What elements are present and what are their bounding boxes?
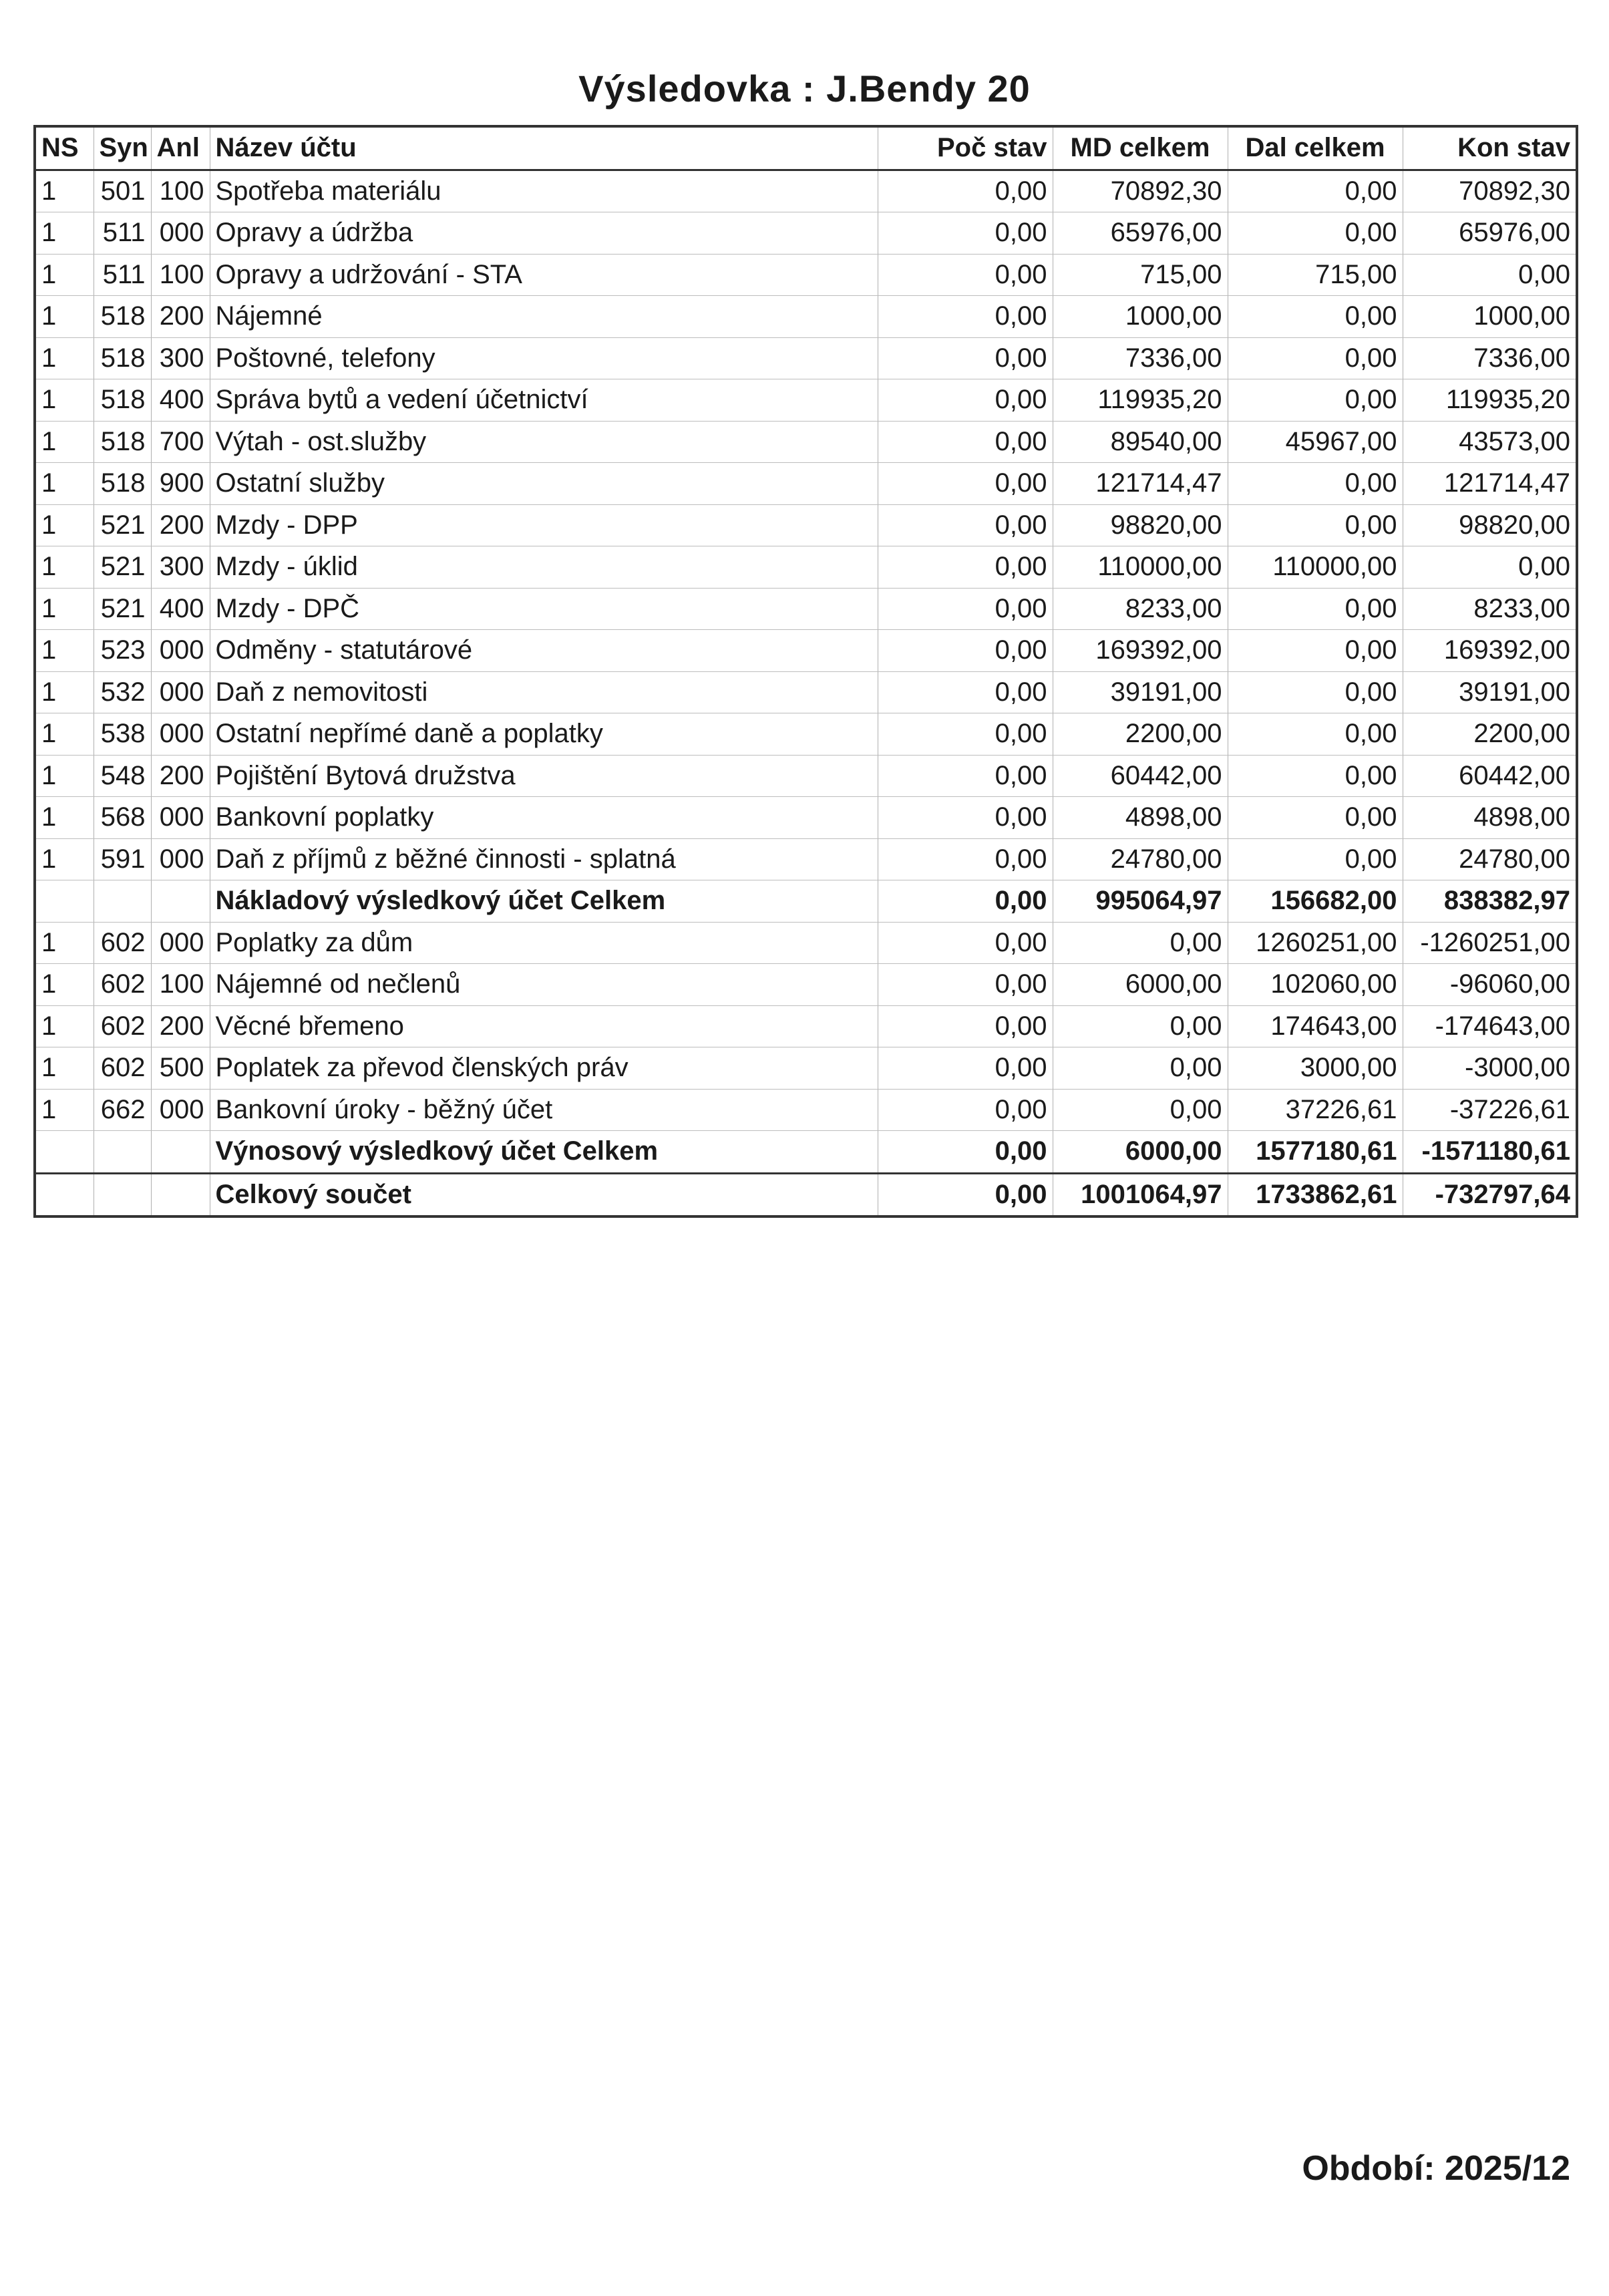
cell-poc: 0,00 — [878, 922, 1053, 964]
cell-kon: 0,00 — [1403, 546, 1577, 589]
table-row — [35, 379, 1577, 422]
cell-md: 98820,00 — [1053, 504, 1228, 546]
cell-md: 6000,00 — [1053, 1131, 1228, 1174]
cell-name: Výtah - ost.služby — [210, 421, 878, 463]
cell-kon: 838382,97 — [1403, 880, 1577, 923]
cell-poc: 0,00 — [878, 671, 1053, 713]
cell-poc: 0,00 — [878, 838, 1053, 880]
cell-dal: 1577180,61 — [1228, 1131, 1403, 1174]
cell-ns: 1 — [35, 504, 94, 546]
cell-dal: 0,00 — [1228, 379, 1403, 422]
cell-anl: 000 — [151, 630, 210, 672]
cell-kon: 169392,00 — [1403, 630, 1577, 672]
cell-anl: 200 — [151, 296, 210, 338]
cell-syn: 518 — [94, 379, 151, 422]
cell-md: 7336,00 — [1053, 337, 1228, 379]
cell-md: 110000,00 — [1053, 546, 1228, 589]
table-row — [35, 254, 1577, 296]
cell-kon: 2200,00 — [1403, 713, 1577, 756]
cell-dal: 0,00 — [1228, 337, 1403, 379]
cell-poc: 0,00 — [878, 546, 1053, 589]
cell-syn: 521 — [94, 504, 151, 546]
cell-name: Spotřeba materiálu — [210, 170, 878, 212]
cell-md: 65976,00 — [1053, 212, 1228, 255]
cell-dal: 0,00 — [1228, 588, 1403, 630]
table-row — [35, 755, 1577, 797]
cell-ns: 1 — [35, 1047, 94, 1090]
cell-md: 169392,00 — [1053, 630, 1228, 672]
col-header-anl: Anl — [151, 126, 210, 170]
cell-kon: 60442,00 — [1403, 755, 1577, 797]
cell-ns: 1 — [35, 713, 94, 756]
cell-name: Ostatní nepřímé daně a poplatky — [210, 713, 878, 756]
cell-name: Správa bytů a vedení účetnictví — [210, 379, 878, 422]
cell-ns: 1 — [35, 755, 94, 797]
cell-name: Výnosový výsledkový účet Celkem — [210, 1131, 878, 1174]
total-row — [35, 1131, 1577, 1174]
cell-kon: 24780,00 — [1403, 838, 1577, 880]
table-body — [35, 170, 1577, 1216]
table-row — [35, 838, 1577, 880]
cell-poc: 0,00 — [878, 797, 1053, 839]
cell-anl: 000 — [151, 713, 210, 756]
cell-syn: 518 — [94, 463, 151, 505]
col-header-syn: Syn — [94, 126, 151, 170]
table-row — [35, 504, 1577, 546]
cell-kon: -732797,64 — [1403, 1173, 1577, 1216]
cell-anl — [151, 1173, 210, 1216]
cell-kon: 70892,30 — [1403, 170, 1577, 212]
cell-anl: 100 — [151, 254, 210, 296]
table-row — [35, 212, 1577, 255]
table-row — [35, 922, 1577, 964]
col-header-kon: Kon stav — [1403, 126, 1577, 170]
cell-md: 1001064,97 — [1053, 1173, 1228, 1216]
cell-anl: 000 — [151, 838, 210, 880]
cell-anl: 200 — [151, 755, 210, 797]
cell-md: 0,00 — [1053, 1047, 1228, 1090]
cell-ns: 1 — [35, 421, 94, 463]
cell-anl: 000 — [151, 671, 210, 713]
cell-name: Mzdy - DPČ — [210, 588, 878, 630]
cell-name: Poplatek za převod členských práv — [210, 1047, 878, 1090]
cell-dal: 0,00 — [1228, 212, 1403, 255]
cell-syn — [94, 880, 151, 923]
cell-poc: 0,00 — [878, 880, 1053, 923]
total-row — [35, 880, 1577, 923]
cell-kon: 39191,00 — [1403, 671, 1577, 713]
cell-kon: 8233,00 — [1403, 588, 1577, 630]
cell-kon: 65976,00 — [1403, 212, 1577, 255]
cell-name: Mzdy - DPP — [210, 504, 878, 546]
cell-md: 70892,30 — [1053, 170, 1228, 212]
cell-name: Odměny - statutárové — [210, 630, 878, 672]
cell-kon: 4898,00 — [1403, 797, 1577, 839]
cell-poc: 0,00 — [878, 463, 1053, 505]
cell-syn — [94, 1173, 151, 1216]
cell-ns: 1 — [35, 1005, 94, 1047]
cell-syn: 602 — [94, 964, 151, 1006]
cell-syn: 532 — [94, 671, 151, 713]
cell-syn: 518 — [94, 337, 151, 379]
cell-kon: -174643,00 — [1403, 1005, 1577, 1047]
cell-md: 39191,00 — [1053, 671, 1228, 713]
table-row — [35, 1047, 1577, 1090]
cell-ns: 1 — [35, 797, 94, 839]
cell-name: Poplatky za dům — [210, 922, 878, 964]
cell-anl: 100 — [151, 170, 210, 212]
cell-poc: 0,00 — [878, 1173, 1053, 1216]
cell-ns: 1 — [35, 671, 94, 713]
table-row — [35, 713, 1577, 756]
cell-anl: 000 — [151, 212, 210, 255]
cell-md: 715,00 — [1053, 254, 1228, 296]
cell-dal: 3000,00 — [1228, 1047, 1403, 1090]
cell-anl: 400 — [151, 588, 210, 630]
cell-poc: 0,00 — [878, 421, 1053, 463]
cell-ns: 1 — [35, 964, 94, 1006]
cell-anl: 400 — [151, 379, 210, 422]
cell-md: 6000,00 — [1053, 964, 1228, 1006]
cell-name: Nájemné od nečlenů — [210, 964, 878, 1006]
cell-anl: 300 — [151, 546, 210, 589]
cell-poc: 0,00 — [878, 1131, 1053, 1174]
cell-ns: 1 — [35, 1089, 94, 1131]
table-row — [35, 964, 1577, 1006]
cell-kon: -1571180,61 — [1403, 1131, 1577, 1174]
table-row — [35, 337, 1577, 379]
cell-dal: 102060,00 — [1228, 964, 1403, 1006]
cell-kon: 7336,00 — [1403, 337, 1577, 379]
cell-poc: 0,00 — [878, 170, 1053, 212]
table-row — [35, 588, 1577, 630]
cell-name: Opravy a udržování - STA — [210, 254, 878, 296]
header-row — [35, 126, 1577, 170]
table-row — [35, 671, 1577, 713]
cell-syn: 568 — [94, 797, 151, 839]
cell-name: Ostatní služby — [210, 463, 878, 505]
cell-poc: 0,00 — [878, 1047, 1053, 1090]
table-row — [35, 170, 1577, 212]
cell-poc: 0,00 — [878, 296, 1053, 338]
cell-syn: 521 — [94, 588, 151, 630]
col-header-md: MD celkem — [1053, 126, 1228, 170]
table-row — [35, 1005, 1577, 1047]
cell-syn: 591 — [94, 838, 151, 880]
period-label: Období: 2025/12 — [1302, 2149, 1570, 2188]
cell-ns — [35, 1173, 94, 1216]
cell-md: 2200,00 — [1053, 713, 1228, 756]
cell-syn: 501 — [94, 170, 151, 212]
cell-kon: 121714,47 — [1403, 463, 1577, 505]
cell-syn: 548 — [94, 755, 151, 797]
cell-ns: 1 — [35, 254, 94, 296]
cell-poc: 0,00 — [878, 212, 1053, 255]
cell-md: 995064,97 — [1053, 880, 1228, 923]
cell-syn: 511 — [94, 254, 151, 296]
cell-name: Opravy a údržba — [210, 212, 878, 255]
cell-dal: 37226,61 — [1228, 1089, 1403, 1131]
cell-syn: 521 — [94, 546, 151, 589]
cell-anl: 100 — [151, 964, 210, 1006]
cell-poc: 0,00 — [878, 379, 1053, 422]
cell-name: Celkový součet — [210, 1173, 878, 1216]
table-row — [35, 1089, 1577, 1131]
cell-dal: 110000,00 — [1228, 546, 1403, 589]
cell-md: 0,00 — [1053, 922, 1228, 964]
cell-kon: 98820,00 — [1403, 504, 1577, 546]
cell-ns: 1 — [35, 379, 94, 422]
cell-dal: 0,00 — [1228, 797, 1403, 839]
cell-dal: 0,00 — [1228, 296, 1403, 338]
cell-kon: 1000,00 — [1403, 296, 1577, 338]
cell-md: 24780,00 — [1053, 838, 1228, 880]
table-row — [35, 421, 1577, 463]
cell-dal: 0,00 — [1228, 755, 1403, 797]
cell-name: Nákladový výsledkový účet Celkem — [210, 880, 878, 923]
col-header-ns: NS — [35, 126, 94, 170]
cell-name: Poštovné, telefony — [210, 337, 878, 379]
cell-poc: 0,00 — [878, 713, 1053, 756]
cell-md: 89540,00 — [1053, 421, 1228, 463]
cell-name: Daň z příjmů z běžné činnosti - splatná — [210, 838, 878, 880]
cell-ns: 1 — [35, 296, 94, 338]
cell-kon: 0,00 — [1403, 254, 1577, 296]
cell-dal: 1260251,00 — [1228, 922, 1403, 964]
cell-syn: 523 — [94, 630, 151, 672]
cell-md: 4898,00 — [1053, 797, 1228, 839]
cell-ns — [35, 880, 94, 923]
cell-poc: 0,00 — [878, 254, 1053, 296]
cell-kon: -96060,00 — [1403, 964, 1577, 1006]
table-row — [35, 463, 1577, 505]
cell-ns: 1 — [35, 588, 94, 630]
cell-md: 0,00 — [1053, 1005, 1228, 1047]
cell-name: Mzdy - úklid — [210, 546, 878, 589]
page-title: Výsledovka : J.Bendy 20 — [578, 67, 1031, 110]
table-row — [35, 296, 1577, 338]
cell-name: Věcné břemeno — [210, 1005, 878, 1047]
cell-ns: 1 — [35, 212, 94, 255]
cell-poc: 0,00 — [878, 1005, 1053, 1047]
cell-poc: 0,00 — [878, 964, 1053, 1006]
cell-anl — [151, 1131, 210, 1174]
cell-syn — [94, 1131, 151, 1174]
cell-dal: 715,00 — [1228, 254, 1403, 296]
cell-anl: 200 — [151, 504, 210, 546]
cell-dal: 45967,00 — [1228, 421, 1403, 463]
cell-poc: 0,00 — [878, 588, 1053, 630]
table-row — [35, 797, 1577, 839]
cell-kon: 119935,20 — [1403, 379, 1577, 422]
cell-md: 60442,00 — [1053, 755, 1228, 797]
cell-ns — [35, 1131, 94, 1174]
cell-dal: 0,00 — [1228, 630, 1403, 672]
cell-anl: 000 — [151, 1089, 210, 1131]
cell-syn: 518 — [94, 296, 151, 338]
cell-anl: 000 — [151, 797, 210, 839]
cell-syn: 602 — [94, 1047, 151, 1090]
cell-syn: 662 — [94, 1089, 151, 1131]
cell-syn: 602 — [94, 922, 151, 964]
cell-anl: 700 — [151, 421, 210, 463]
cell-name: Nájemné — [210, 296, 878, 338]
cell-dal: 174643,00 — [1228, 1005, 1403, 1047]
cell-md: 0,00 — [1053, 1089, 1228, 1131]
cell-kon: -1260251,00 — [1403, 922, 1577, 964]
cell-ns: 1 — [35, 337, 94, 379]
cell-poc: 0,00 — [878, 504, 1053, 546]
cell-anl: 900 — [151, 463, 210, 505]
cell-dal: 0,00 — [1228, 713, 1403, 756]
cell-ns: 1 — [35, 463, 94, 505]
cell-poc: 0,00 — [878, 755, 1053, 797]
cell-md: 1000,00 — [1053, 296, 1228, 338]
cell-ns: 1 — [35, 838, 94, 880]
cell-md: 121714,47 — [1053, 463, 1228, 505]
cell-anl: 300 — [151, 337, 210, 379]
table-row — [35, 630, 1577, 672]
cell-ns: 1 — [35, 546, 94, 589]
cell-md: 119935,20 — [1053, 379, 1228, 422]
cell-poc: 0,00 — [878, 630, 1053, 672]
cell-ns: 1 — [35, 630, 94, 672]
cell-dal: 0,00 — [1228, 170, 1403, 212]
cell-dal: 156682,00 — [1228, 880, 1403, 923]
cell-md: 8233,00 — [1053, 588, 1228, 630]
cell-name: Pojištění Bytová družstva — [210, 755, 878, 797]
col-header-poc: Poč stav — [878, 126, 1053, 170]
cell-name: Bankovní úroky - běžný účet — [210, 1089, 878, 1131]
income-statement-table — [33, 125, 1578, 1218]
cell-anl — [151, 880, 210, 923]
cell-ns: 1 — [35, 170, 94, 212]
cell-syn: 538 — [94, 713, 151, 756]
cell-anl: 000 — [151, 922, 210, 964]
cell-dal: 0,00 — [1228, 838, 1403, 880]
cell-name: Bankovní poplatky — [210, 797, 878, 839]
cell-syn: 511 — [94, 212, 151, 255]
cell-dal: 0,00 — [1228, 671, 1403, 713]
cell-ns: 1 — [35, 922, 94, 964]
cell-poc: 0,00 — [878, 1089, 1053, 1131]
cell-anl: 500 — [151, 1047, 210, 1090]
cell-anl: 200 — [151, 1005, 210, 1047]
cell-kon: -3000,00 — [1403, 1047, 1577, 1090]
cell-dal: 0,00 — [1228, 463, 1403, 505]
col-header-dal: Dal celkem — [1228, 126, 1403, 170]
cell-syn: 602 — [94, 1005, 151, 1047]
cell-kon: -37226,61 — [1403, 1089, 1577, 1131]
cell-dal: 0,00 — [1228, 504, 1403, 546]
cell-dal: 1733862,61 — [1228, 1173, 1403, 1216]
col-header-name: Název účtu — [210, 126, 878, 170]
cell-kon: 43573,00 — [1403, 421, 1577, 463]
cell-name: Daň z nemovitosti — [210, 671, 878, 713]
table-row — [35, 546, 1577, 589]
cell-syn: 518 — [94, 421, 151, 463]
cell-poc: 0,00 — [878, 337, 1053, 379]
total-row — [35, 1173, 1577, 1216]
